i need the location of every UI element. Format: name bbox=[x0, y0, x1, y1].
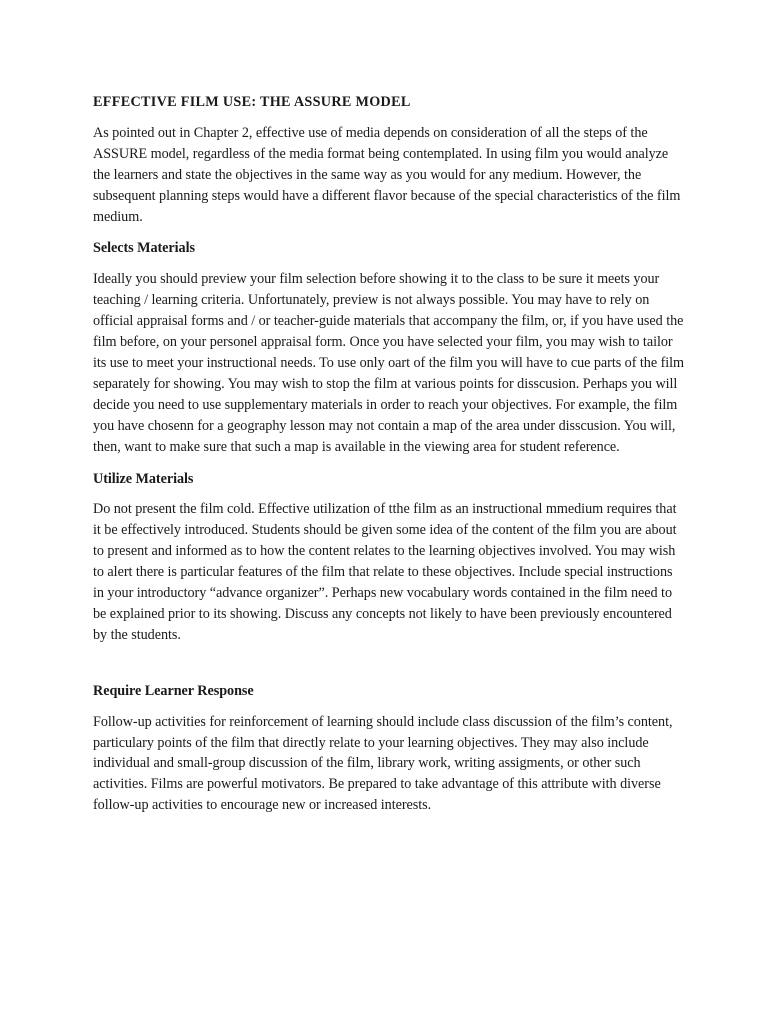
section-spacer bbox=[93, 657, 685, 681]
document-page bbox=[93, 92, 685, 827]
section-body-require-learner-response: Follow-up activities for reinforcement of learning should include class discussion of the film’s content, particulary points of the film that directly relate to your learning objectives. They may also include individual and small-group discussion of the film, library work, writing assigments, or other such activities. Films are powerful motivators. Be prepared to take advantage of this attribute with diverse follow-up activities to encourage new or increased interests. bbox=[93, 713, 673, 814]
section-heading-selects-materials: Selects Materials bbox=[93, 240, 195, 257]
section-body-selects-materials: Ideally you should preview your film selection before showing it to the class to be sure it meets your teaching / learning criteria. Unfortunately, preview is not always possible. You may have to rely on official appraisal forms and / or teacher-guide materials that accompany the film, or, if you have used the film before, on your personel appraisal form. Once you have selected your film, you may wish to tailor its use to meet your instructional needs. To use only oart of the film you will have to cue parts of the film separately for showing. You may wish to stop the film at various points for disscusion. Perhaps you will decide you need to use supplementary materials in order to reach your objectives. For example, the film you have chosenn for a geography lesson may not contain a map of the area under disscusion. You will, then, want to make sure that such a map is available in the viewing area for student reference. bbox=[93, 271, 685, 455]
intro-paragraph: As pointed out in Chapter 2, effective use of media depends on consideration of all the steps of the ASSURE model, regardless of the media format being contemplated. In using film you would analyze the learners and state the objectives in the same way as you would for any medium. However, the subsequent planning steps would have a different flavor because of the special characteristics of the film medium. bbox=[93, 124, 681, 225]
section-body-utilize-materials: Do not present the film cold. Effective utilization of tthe film as an instructional mmedium requires that it be effectively introduced. Students should be given some idea of the content of the film you are about to present and informed as to how the content relates to the learning objectives involved. You may wish to alert there is particular features of the film that relate to these objectives. Include special instructions in your introductory “advance organizer”. Perhaps new vocabulary words contained in the film need to be explained prior to its showing. Discuss any concepts not likely to have been previously encountered by the students. bbox=[93, 501, 677, 643]
section-heading-utilize-materials: Utilize Materials bbox=[93, 470, 194, 487]
section-heading-require-learner-response: Require Learner Response bbox=[93, 682, 254, 699]
document-title: EFFECTIVE FILM USE: THE ASSURE MODEL bbox=[93, 94, 411, 110]
